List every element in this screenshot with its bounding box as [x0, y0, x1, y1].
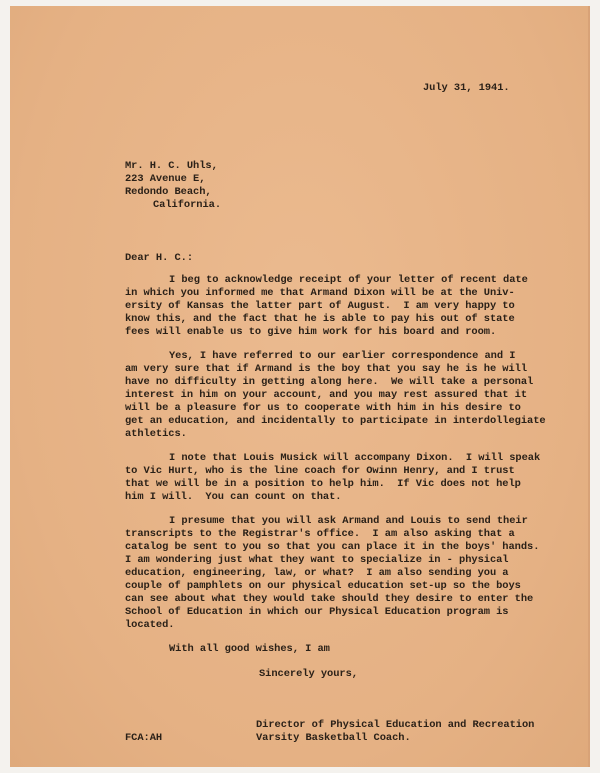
- paragraph-2-line: athletics.: [125, 428, 187, 440]
- paragraph-4-line: education, engineering, law, or what? I am also sending you a: [125, 567, 509, 579]
- paragraph-4-line: located.: [125, 619, 175, 631]
- signature-title-1: Director of Physical Education and Recreation: [256, 719, 535, 731]
- paragraph-3-line: that we will be in a position to help him. If Vic does not help: [125, 478, 521, 490]
- paragraph-4-line: can see about what they would take should they desire to enter the: [125, 593, 534, 605]
- paragraph-4-line: couple of pamphlets on our physical education set-up so the boys: [125, 580, 521, 592]
- paragraph-2-line: interest in him on your account, and you may rest assured that it: [125, 389, 528, 401]
- recipient-city: Redondo Beach,: [125, 186, 212, 198]
- letter-page: [10, 6, 590, 767]
- paragraph-2-line: will be a pleasure for us to cooperate with him in his desire to: [125, 402, 521, 414]
- paragraph-3-line: him I will. You can count on that.: [125, 491, 342, 503]
- paragraph-2-line: get an education, and incidentally to participate in interdollegiate: [125, 415, 546, 427]
- paragraph-1-line: fees will enable us to give him work for his board and room.: [125, 326, 497, 338]
- sign-off: Sincerely yours,: [259, 668, 358, 680]
- paragraph-1-line: ersity of Kansas the latter part of August. I am very happy to: [125, 300, 515, 312]
- paragraph-4-line: transcripts to the Registrar's office. I am also asking that a: [125, 528, 515, 540]
- paragraph-1-line: know this, and the fact that he is able to pay his out of state: [125, 313, 515, 325]
- paragraph-4-line: catalog be sent to you so that you can place it in the boys' hands.: [125, 541, 540, 553]
- closing-line: With all good wishes, I am: [169, 643, 330, 655]
- recipient-street: 223 Avenue E,: [125, 173, 206, 185]
- signature-title-2: Varsity Basketball Coach.: [256, 732, 411, 744]
- paragraph-1-line: in which you informed me that Armand Dixon will be at the Univ-: [125, 287, 515, 299]
- paragraph-3-line: I note that Louis Musick will accompany Dixon. I will speak: [169, 452, 541, 464]
- letter-date: July 31, 1941.: [423, 82, 510, 94]
- paragraph-4-line: School of Education in which our Physical Education program is: [125, 606, 509, 618]
- paragraph-4-line: I presume that you will ask Armand and Louis to send their: [169, 515, 528, 527]
- paragraph-4-line: I am wondering just what they want to specialize in - physical: [125, 554, 509, 566]
- salutation: Dear H. C.:: [125, 252, 194, 264]
- recipient-state: California.: [153, 199, 222, 211]
- paragraph-1-line: I beg to acknowledge receipt of your letter of recent date: [169, 274, 528, 286]
- paragraph-2-line: Yes, I have referred to our earlier correspondence and I: [169, 350, 516, 362]
- paragraph-3-line: to Vic Hurt, who is the line coach for Owinn Henry, and I trust: [125, 465, 515, 477]
- paragraph-2-line: am very sure that if Armand is the boy that you say he is he will: [125, 363, 528, 375]
- paragraph-2-line: have no difficulty in getting along here. We will take a personal: [125, 376, 534, 388]
- recipient-name: Mr. H. C. Uhls,: [125, 160, 218, 172]
- typist-initials: FCA:AH: [125, 732, 163, 744]
